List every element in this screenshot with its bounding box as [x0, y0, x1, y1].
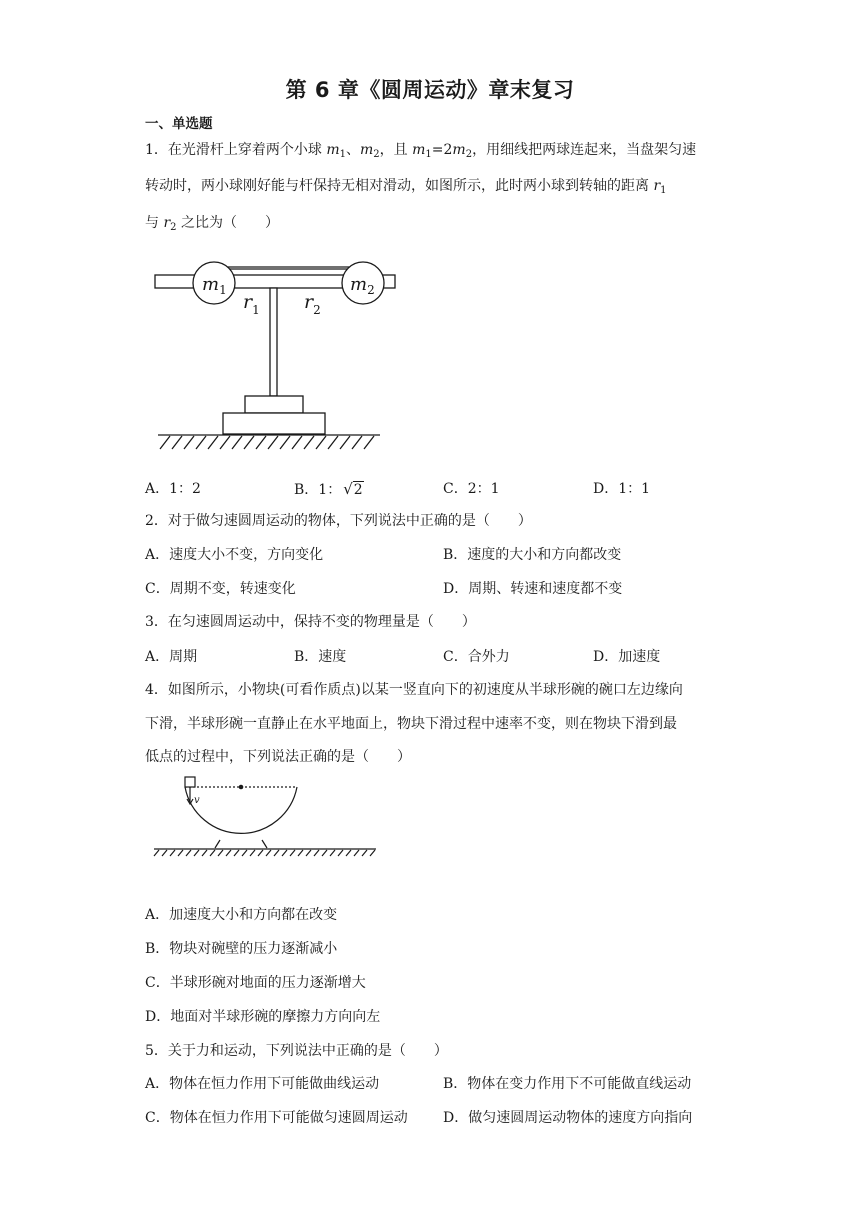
r1-label: r — [243, 291, 253, 313]
q3-option-a: A．周期 — [145, 649, 198, 665]
q2-stem: 2．对于做匀速圆周运动的物体，下列说法中正确的是（ ） — [145, 513, 532, 529]
q5-stem: 5．关于力和运动，下列说法中正确的是（ ） — [145, 1043, 448, 1059]
q1-option-b: B．1： √2 — [294, 480, 363, 498]
q2-option-b: B．速度的大小和方向都改变 — [443, 547, 622, 563]
r2-label: r — [304, 291, 314, 313]
q4-stem-line-1: 4．如图所示，小物块(可看作质点)以某一竖直向下的初速度从半球形碗的碗口左边缘向 — [145, 682, 683, 698]
q3-option-c: C．合外力 — [443, 649, 510, 665]
r2-label-sub: 2 — [313, 303, 321, 317]
q4-stem-line-3: 低点的过程中，下列说法正确的是（ ） — [145, 749, 411, 765]
velocity-label: v — [194, 795, 200, 806]
q3-option-b: B．速度 — [294, 649, 347, 665]
ground-hatching — [154, 850, 375, 856]
q4-option-d: D．地面对半球形碗的摩擦力方向向左 — [145, 1009, 381, 1025]
q1-stem-line-3: 与 $r_2$ 之比为（ ） — [145, 215, 279, 233]
small-block — [185, 777, 195, 787]
bowl-right-foot — [262, 840, 267, 848]
bowl-left-foot — [215, 840, 220, 848]
rack-upper-base — [245, 396, 303, 413]
q1-stem-line-2: 转动时，两小球刚好能与杆保持无相对滑动，如图所示，此时两小球到转轴的距离 $r_1$ — [145, 178, 667, 196]
q4-stem-line-2: 下滑，半球形碗一直静止在水平地面上，物块下滑过程中速率不变，则在物块下滑到最 — [145, 716, 677, 732]
vertical-axle — [270, 288, 277, 396]
q4-option-a: A．加速度大小和方向都在改变 — [145, 907, 338, 923]
bowl-outline — [185, 787, 297, 833]
rack-lower-base — [223, 413, 325, 434]
r1-label-sub: 1 — [252, 303, 260, 317]
q5-option-b: B．物体在变力作用下不可能做直线运动 — [443, 1076, 692, 1092]
svg-text:r2 — [304, 291, 321, 317]
q1-option-d: D．1：1 — [593, 481, 651, 497]
ball1-label: m — [202, 274, 220, 295]
q1-option-c: C．2：1 — [443, 481, 500, 497]
q2-option-c: C．周期不变，转速变化 — [145, 581, 296, 597]
q4-figure-hemispherical-bowl — [150, 770, 380, 860]
q4-option-c: C．半球形碗对地面的压力逐渐增大 — [145, 975, 366, 991]
page-title: 第 6 章《圆周运动》章末复习 — [285, 78, 575, 102]
q1-stem-line-1: 1．在光滑杆上穿着两个小球 $m_1$、$m_2$，且 $m_1=2m_2$，用细线把两球连起来，当盘架匀速 — [145, 142, 697, 160]
q2-option-a: A．速度大小不变，方向变化 — [145, 547, 324, 563]
ground-hatching — [160, 436, 374, 449]
q1-option-a: A．1：2 — [145, 481, 201, 497]
ball2-label: m — [350, 274, 368, 295]
q2-option-d: D．周期、转速和速度都不变 — [443, 581, 623, 597]
q1-figure-rotating-rack — [150, 255, 390, 455]
bowl-center-point — [239, 785, 244, 790]
q4-option-b: B．物块对碗壁的压力逐渐减小 — [145, 941, 338, 957]
ball2-label-sub: 2 — [367, 283, 375, 297]
q5-option-c: C．物体在恒力作用下可能做匀速圆周运动 — [145, 1110, 408, 1126]
sqrt-symbol: √2 — [343, 480, 363, 498]
q3-option-d: D．加速度 — [593, 649, 661, 665]
q3-stem: 3．在匀速圆周运动中，保持不变的物理量是（ ） — [145, 614, 476, 630]
q5-option-a: A．物体在恒力作用下可能做曲线运动 — [145, 1076, 380, 1092]
section-heading: 一、单选题 — [145, 116, 213, 132]
ball1-label-sub: 1 — [219, 283, 227, 297]
svg-text:r1 — [243, 291, 260, 317]
q5-option-d: D．做匀速圆周运动物体的速度方向指向 — [443, 1110, 693, 1126]
